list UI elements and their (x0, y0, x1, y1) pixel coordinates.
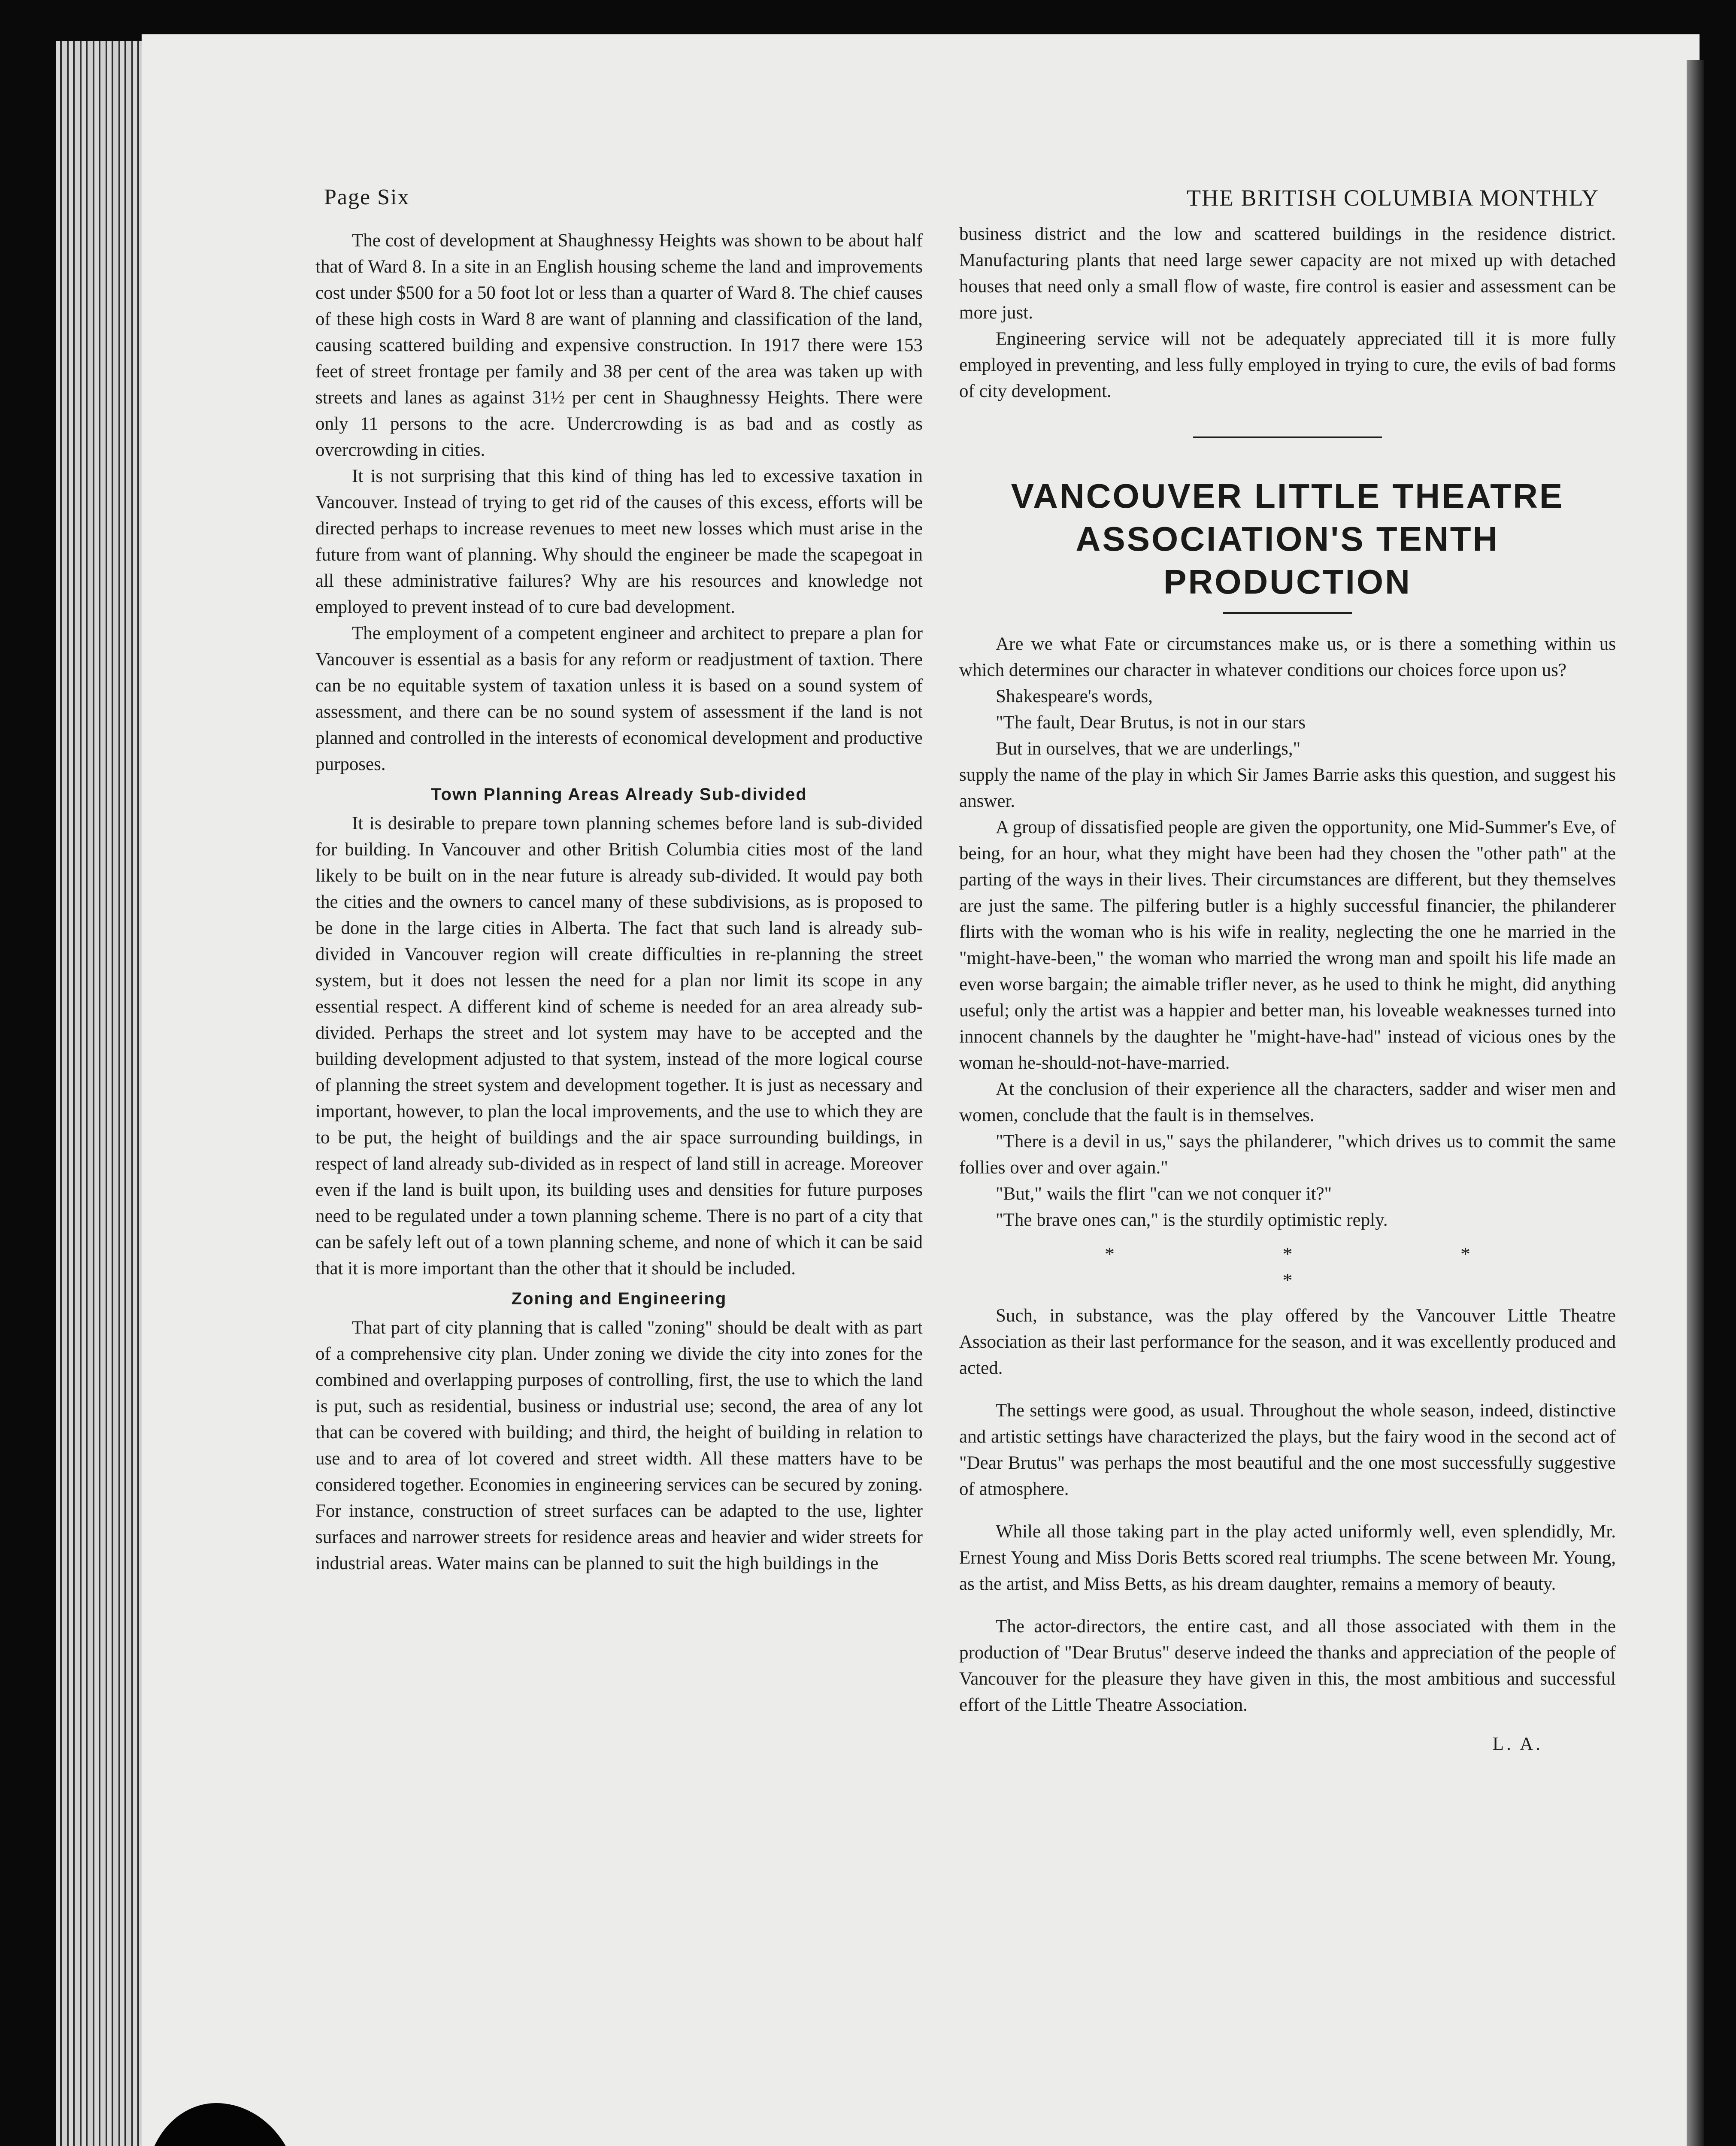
section-heading: Town Planning Areas Already Sub-divided (431, 785, 807, 804)
paragraph: It is not surprising that this kind of thing has led to excessive taxation in Vancouver. Instead of trying to get rid of the causes of this excess, efforts will be directed perhaps to increase revenues to meet new losses which must arise in the future from want of planning. Why should the engineer be made the scapegoat in all these administrative failures? Why are his resources and knowledge not employed to prevent instead of to cure bad development. (315, 466, 923, 617)
paragraph: While all those taking part in the play acted uniformly well, even splendidly, Mr. Ernest Young and Miss Doris Betts scored real triumphs. The scene between Mr. Young, as the artist, and Miss Betts, as his dream daughter, remains a memory of beauty. (959, 1522, 1616, 1594)
section-heading: Zoning and Engineering (511, 1289, 727, 1308)
title-underline (1223, 612, 1352, 614)
paragraph: Shakespeare's words, (996, 686, 1153, 706)
quote-line: But in ourselves, that we are underlings," (996, 739, 1301, 759)
article-title-line: VANCOUVER LITTLE THEATRE (1011, 477, 1564, 515)
page-stack-edges (56, 41, 150, 2146)
paragraph: That part of city planning that is called "zoning" should be dealt with as part of a comprehensive city plan. Under zoning we divide the city into zones for the combined and overlapping purposes of controlling, first, the use to which the land is put, such as residential, business or industrial use; second, the area of any lot that can be covered with building; and third, the height of building in relation to use and to area of lot covered and street width. All these matters have to be considered together. Economies in engineering services can be secured by zoning. For instance, construction of street surfaces can be adapted to the use, lighter surfaces and narrower streets for residence areas and heavier and wider streets for industrial areas. Water mains can be planned to suit the high buildings in the (315, 1318, 923, 1573)
page-number-label: Page Six (324, 185, 410, 209)
right-column (959, 221, 1616, 1757)
paragraph: It is desirable to prepare town planning schemes before land is sub-divided for building. In Vancouver and other British Columbia cities most of the land likely to be built on in the near future is already sub-divided. It would pay both the cities and the owners to cancel many of these subdivisions, as is proposed to be done in the large cities in Alberta. The fact that such land is already sub-divided in Vancouver region will create difficulties in re-planning the street system, but it does not lessen the need for a plan nor limit its scope in any essential respect. A different kind of scheme is needed for an area already sub-divided. Perhaps the street and lot system may have to be accepted and the building development adjusted to that system, instead of the more logical course of planning the street system and development together. It is just as necessary and important, however, to plan the local improvements, and the use to which they are to be put, the height of buildings and the air space surrounding buildings, in respect of land already sub-divided as in respect of land still in acreage. Moreover even if the land is built upon, its building uses and densities for future purposes need to be regulated under a town planning scheme. There is no part of a city that can be safely left out of a town planning scheme, and none of which it can be said that it is more important than the other that it should be included. (315, 813, 923, 1279)
paragraph: "But," wails the flirt "can we not conquer it?" (996, 1184, 1332, 1204)
left-column (315, 227, 923, 1576)
article-title (959, 475, 1616, 603)
spacer (959, 1381, 1616, 1397)
paragraph: Are we what Fate or circumstances make us, or is there a something within us which determines our character in whatever conditions our choices force upon us? (959, 634, 1616, 680)
paragraph: Such, in substance, was the play offered by the Vancouver Little Theatre Association as their last performance for the season, and it was excellently produced and acted. (959, 1306, 1616, 1378)
paragraph: business district and the low and scattered buildings in the residence district. Manufacturing plants that need large sewer capacity are not mixed up with detached houses that need only a small flow of waste, fire control is easier and assessment can be more just. (959, 224, 1616, 323)
paragraph: A group of dissatisfied people are given the opportunity, one Mid-Summer's Eve, of being, for an hour, what they might have been had they chosen the "other path" at the parting of the ways in their lives. Their circumstances are different, but they themselves are just the same. The pilfering butler is a highly successful financier, the philanderer flirts with the woman who is his wife in reality, neglecting the one he married in the "might-have-been," the woman who married the wrong man and spoilt his life made an even worse bargain; the aimable trifler never, as he used to think he might, did anything useful; only the artist was a happier and better man, his loveable weaknesses turned into innocent channels by the daughter he "might-have-had" instead of vicious ones by the woman he-should-not-have-married. (959, 817, 1616, 1073)
author-signature: L. A. (1492, 1734, 1543, 1754)
article-title-line: PRODUCTION (1163, 563, 1412, 601)
article-title-line: ASSOCIATION'S TENTH (1076, 520, 1500, 558)
quote-line: "The fault, Dear Brutus, is not in our stars (996, 712, 1306, 733)
paragraph: At the conclusion of their experience all the characters, sadder and wiser men and women, conclude that the fault is in themselves. (959, 1079, 1616, 1125)
paragraph: The settings were good, as usual. Throughout the whole season, indeed, distinctive and artistic settings have characterized the plays, but the fairy wood in the second act of "Dear Brutus" was perhaps the most beautiful and the one most successfully suggestive of atmosphere. (959, 1400, 1616, 1499)
paragraph: supply the name of the play in which Sir James Barrie asks this question, and suggest his answer. (959, 765, 1616, 811)
paragraph: "There is a devil in us," says the philanderer, "which drives us to commit the same follies over and over again." (959, 1131, 1616, 1178)
spacer (959, 1597, 1616, 1613)
page-gutter-shadow (1687, 60, 1704, 2146)
section-break-stars: * * * * (1105, 1243, 1552, 1291)
paragraph: The actor-directors, the entire cast, and all those associated with them in the production of "Dear Brutus" deserve indeed the thanks and appreciation of the people of Vancouver for the pleasure they have given in this, the most ambitious and successful effort of the Little Theatre Association. (959, 1616, 1616, 1715)
publication-title: THE BRITISH COLUMBIA MONTHLY (1187, 185, 1600, 211)
paragraph: The cost of development at Shaughnessy Heights was shown to be about half that of Ward 8. In a site in an English housing scheme the land and improvements cost under $500 for a 50 foot lot or less than a quarter of Ward 8. The chief causes of these high costs in Ward 8 are want of planning and classification of the land, causing scattered building and expensive construction. In 1917 there were 153 feet of street frontage per family and 38 per cent of the area was taken up with streets and lanes as against 31½ per cent in Shaughnessy Heights. There were only 11 persons to the acre. Undercrowding is as bad and as costly as overcrowding in cities. (315, 230, 923, 460)
paragraph: The employment of a competent engineer and architect to prepare a plan for Vancouver is essential as a basis for any reform or readjustment of taxtion. There can be no equitable system of taxation unless it is based on a sound system of assessment, and there can be no sound system of assessment if the land is not planned and controlled in the interests of economical development and productive purposes. (315, 623, 923, 774)
section-divider (1193, 436, 1382, 438)
paragraph: "The brave ones can," is the sturdily optimistic reply. (996, 1210, 1388, 1230)
spacer (959, 1502, 1616, 1519)
paragraph: Engineering service will not be adequately appreciated till it is more fully employed in preventing, and less fully employed in trying to cure, the evils of bad forms of city development. (959, 329, 1616, 401)
